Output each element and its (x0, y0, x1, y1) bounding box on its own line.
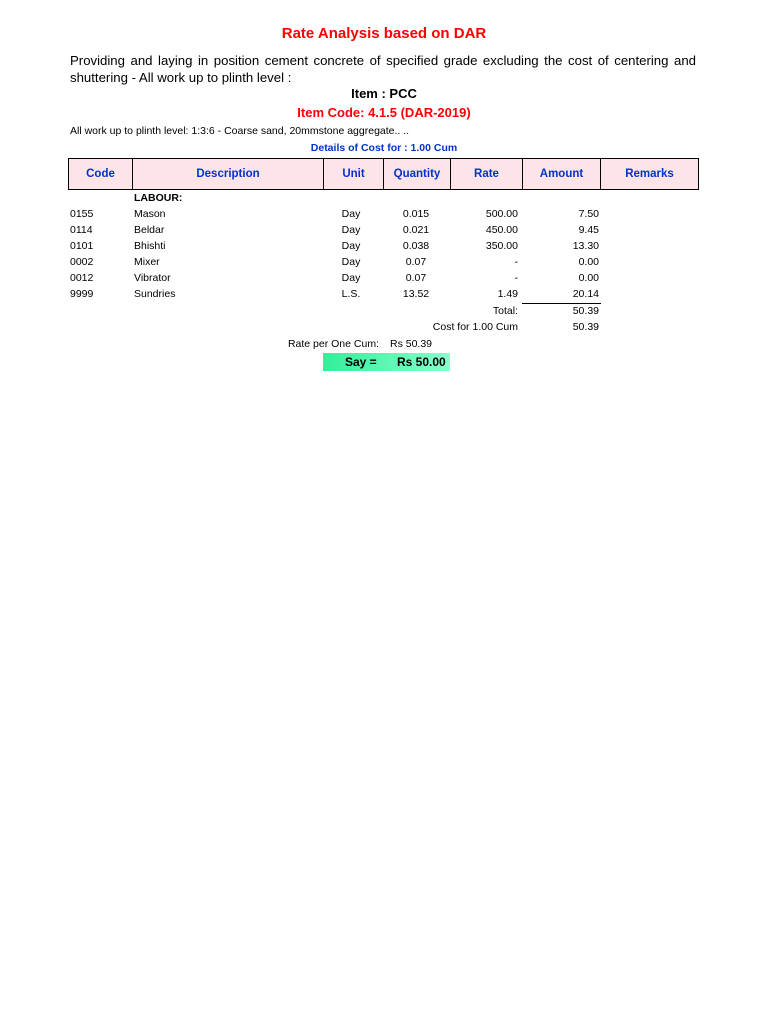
cost-value: 50.39 (572, 321, 599, 333)
row-rate: 350.00 (485, 240, 518, 252)
rate-per-cum-label: Rate per One Cum: (287, 338, 379, 350)
row-rate: 450.00 (485, 224, 518, 236)
header-quantity: Quantity (384, 159, 451, 189)
header-description: Description (133, 159, 324, 189)
header-rate: Rate (451, 159, 523, 189)
document-title: Rate Analysis based on DAR (281, 25, 487, 42)
row-amount: 13.30 (572, 240, 599, 252)
row-amount: 0.00 (578, 256, 599, 268)
row-rate: 1.49 (497, 288, 518, 300)
table-row (0, 224, 768, 240)
row-quantity: 0.015 (402, 208, 430, 220)
say-box (323, 353, 450, 371)
row-description: Sundries (134, 288, 176, 300)
table-row (0, 208, 768, 224)
row-quantity: 0.07 (405, 272, 427, 284)
table-row (0, 256, 768, 272)
item-description: Providing and laying in position cement concrete of specified grade excluding the cost of centering and shuttering - All work up to plinth level : (70, 53, 696, 85)
header-amount: Amount (523, 159, 601, 189)
row-amount: 7.50 (578, 208, 599, 220)
row-quantity: 0.07 (405, 256, 427, 268)
row-quantity: 0.021 (402, 224, 430, 236)
row-unit: Day (341, 256, 361, 268)
row-quantity: 0.038 (402, 240, 430, 252)
row-code: 0002 (70, 256, 94, 268)
cost-label: Cost for 1.00 Cum (432, 321, 518, 333)
row-amount: 9.45 (578, 224, 599, 236)
row-code: 0012 (70, 272, 94, 284)
table-row (0, 288, 768, 304)
table-row (0, 240, 768, 256)
row-description: Mason (134, 208, 166, 220)
row-description: Beldar (134, 224, 165, 236)
row-code: 0114 (70, 224, 93, 236)
say-value: Rs 50.00 (397, 355, 446, 369)
amount-underline (522, 303, 601, 304)
item-code: Item Code: 4.1.5 (DAR-2019) (297, 105, 471, 120)
section-label-labour: LABOUR: (134, 192, 183, 204)
header-unit: Unit (324, 159, 384, 189)
table-row (0, 272, 768, 288)
row-description: Vibrator (134, 272, 171, 284)
row-unit: L.S. (341, 288, 361, 300)
item-name: Item : PCC (351, 86, 417, 101)
row-description: Bhishti (134, 240, 166, 252)
row-amount: 20.14 (572, 288, 599, 300)
row-unit: Day (341, 272, 361, 284)
row-quantity: 13.52 (402, 288, 430, 300)
row-rate: 500.00 (485, 208, 518, 220)
row-unit: Day (341, 208, 361, 220)
row-rate: - (514, 256, 518, 268)
row-code: 9999 (70, 288, 94, 300)
details-of-cost: Details of Cost for : 1.00 Cum (310, 142, 458, 154)
row-description: Mixer (134, 256, 160, 268)
row-unit: Day (341, 240, 361, 252)
row-amount: 0.00 (578, 272, 599, 284)
row-code: 0101 (70, 240, 94, 252)
row-unit: Day (341, 224, 361, 236)
row-rate: - (514, 272, 518, 284)
header-remarks: Remarks (625, 168, 674, 180)
total-value: 50.39 (572, 305, 599, 317)
row-code: 0155 (70, 208, 94, 220)
header-code: Code (69, 159, 133, 189)
say-label: Say = (345, 355, 377, 369)
table-header (68, 158, 699, 190)
short-description: All work up to plinth level: 1:3:6 - Coarse sand, 20mmstone aggregate.. .. (70, 125, 410, 137)
rate-per-cum-value: Rs 50.39 (390, 338, 433, 350)
total-label: Total: (492, 305, 518, 317)
